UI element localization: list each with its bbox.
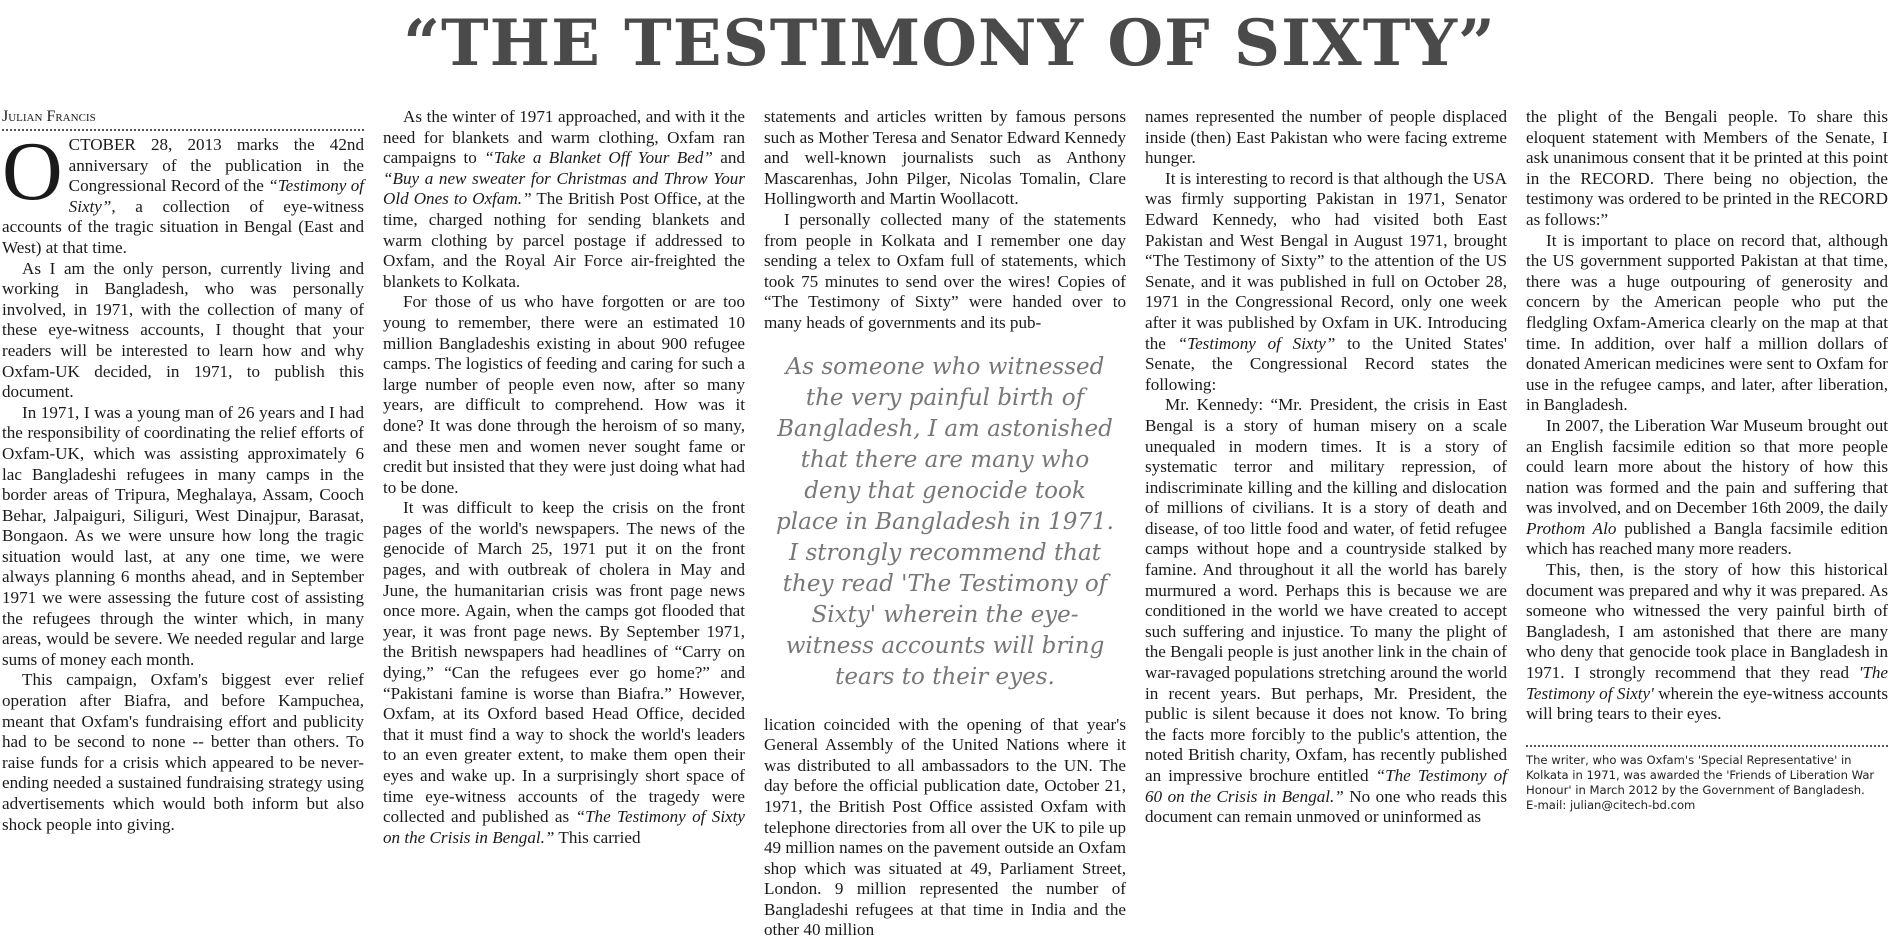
headline: “THE TESTIMONY OF SIXTY” [403, 6, 1496, 81]
paragraph: It was difficult to keep the crisis on the front pages of the world's newspapers. The news of the genocide of March 25, 1971 put it on the front pages, and with outbreak of cholera in May and June, the humanitarian crisis was front page news once more. Again, when the camps got flooded that year, it was front page news. By September 1971, the British newspapers had headlines of “Carry on dying,” “Can the refugees ever go home?” and “Pakistani famine is worse than Biafra.” However, Oxfam, at its Oxford based Head Office, decided that it must find a way to shock the world's leaders to an even greater extent, to make them open their eyes and wake up. In a surprisingly short space of time eye-witness accounts of the tragedy were collected and published as “The Testimony of Sixty on the Crisis in Bengal.” This carried [383, 498, 745, 847]
drop-cap: O [2, 125, 63, 218]
paragraph: This, then, is the story of how this historical document was prepared and why it was prepared. As someone who witnessed the very painful birth of Bangladesh, I am astonished that there are many who deny that genocide took place in Bangladesh in 1971. I strongly recommend that they read 'The Testimony of Sixty' wherein the eye-witness accounts will bring tears to their eyes. [1526, 560, 1889, 724]
paragraph: This campaign, Oxfam's biggest ever relief operation after Biafra, and before Kampuchea, meant that Oxfam's fundraising effort and publicity had to be second to none -- better than others. To raise funds for a crisis which appeared to be never-ending needed a sustained fundraising strategy using advertisements which would both inform but also shock people into giving. [2, 670, 364, 834]
paragraph: OCTOBER 28, 2013 marks the 42nd anniversary of the publication in the Congressional Record of the “Testimony of Sixty”, a collection of eye-witness accounts of the tragic situation in Bengal (East and West) at that time. [2, 125, 364, 257]
paragraph: I personally collected many of the statements from people in Kolkata and I remember one day sending a telex to Oxfam full of statements, which took 75 minutes to send over the wires! Copies of “The Testimony of Sixty” were handed over to many heads of governments and its pub- [764, 209, 1126, 332]
pull-quote: As someone who witnessed the very painful birth of Bangladesh, I am astonished that there are many who deny that genocide took place in Bangladesh in 1971. I strongly recommend that they read 'The Testimony of Sixty' wherein the eye-witness accounts will bring tears to their eyes. [776, 353, 1114, 690]
paragraph: the plight of the Bengali people. To share this eloquent statement with Members of the Senate, I ask unanimous consent that it be printed at this point in the RECORD. There being no objection, the testimony was ordered to be printed in the RECORD as follows:” [1526, 107, 1888, 229]
author-note [1526, 745, 1888, 813]
paragraph: lication coincided with the opening of that year's General Assembly of the United Nations where it was distributed to all ambassadors to the UN. The day before the official publication date, October 21, 1971, the British Post Office assisted Oxfam with telephone directories from all over the UK to pile up 49 million names on the pavement outside an Oxfam shop which was situated at 49, Parliament Street, London. 9 million represented the number of Bangladeshi refugees at that time in India and the other 40 million [764, 714, 1126, 940]
column-5 [1526, 107, 1888, 813]
paragraph: As the winter of 1971 approached, and with it the need for blankets and warm clothing, Oxfam ran campaigns to “Take a Blanket Off Your Bed” and “Buy a new sweater for Christmas and Throw Your Old Ones to Oxfam.” The British Post Office, at the time, charged nothing for sending blankets and warm clothing by parcel postage if addressed to Oxfam, and the Royal Air Force air-freighted the blankets to Kolkata. [383, 107, 745, 291]
byline: Julian Francis [2, 107, 364, 131]
paragraph: In 2007, the Liberation War Museum brought out an English facsimile edition so that more people could learn more about the history of how this nation was formed and the pain and suffering that was involved, and on December 16th 2009, the daily Prothom Alo published a Bangla facsimile edition which has reached many more readers. [1526, 415, 1888, 559]
author-note-text: The writer, who was Oxfam's 'Special Representative' in Kolkata in 1971, was awarded the 'Friends of Liberation War Honour' in March 2012 by the Government of Bangladesh. [1526, 752, 1875, 797]
column-3 [764, 107, 1126, 941]
column-1 [2, 107, 364, 835]
paragraph: names represented the number of people displaced inside (then) East Pakistan who were facing extreme hunger. [1145, 107, 1507, 168]
paragraph: It is interesting to record is that although the USA was firmly supporting Pakistan in 1971, Senator Edward Kennedy, who had visited both East Pakistan and West Bengal in August 1971, brought “The Testimony of Sixty” to the attention of the US Senate, and it was published in full on October 28, 1971 in the Congressional Record, only one week after it was published by Oxfam in UK. Introducing the “Testimony of Sixty” to the United States' Senate, the Congressional Record states the following: [1145, 168, 1507, 394]
paragraph: For those of us who have forgotten or are too young to remember, there were an estimated 10 million Bangladeshis existing in about 900 refugee camps. The logistics of feeding and caring for such a large number of people even now, after so many years, are difficult to comprehend. How was it done? It was done through the heroism of so many, and these men and women never sought fame or credit but insisted that they were just doing what had to be done. [383, 292, 745, 497]
paragraph: It is important to place on record that, although the US government supported Pakistan at that time, there was a huge outpouring of generosity and concern by the American people who put the fledgling Oxfam-America clearly on the map at that time. In addition, over half a million dollars of donated American medicines were sent to Oxfam for use in the refugee camps, and later, after liberation, in Bangladesh. [1526, 230, 1888, 415]
paragraph: In 1971, I was a young man of 26 years and I had the responsibility of coordinating the relief efforts of Oxfam-UK, which was assisting approximately 6 lac Bangladeshi refugees in many camps in the border areas of Tripura, Meghalaya, Assam, Cooch Behar, Jalpaiguri, Siliguri, West Dinajpur, Barasat, Bongaon. As we were unsure how long the tragic situation would last, at any one time, we were always planning 6 months ahead, and in September 1971 we were assessing the future cost of assisting the refugees through the winter which, in many areas, would be severe. We needed regular and large sums of money each month. [2, 402, 364, 669]
paragraph: statements and articles written by famous persons such as Mother Teresa and Senator Edward Kennedy and well-known journalists such as Anthony Mascarenhas, John Pilger, Nicolas Tomalin, Clare Hollingworth and Martin Woollacott. [764, 107, 1126, 209]
paragraph: As I am the only person, currently living and working in Bangladesh, who was personally involved, in 1971, with the collection of many of these eye-witness accounts, I thought that your readers will be interested to learn how and why Oxfam-UK decided, in 1971, to publish this document. [2, 258, 364, 402]
column-2 [383, 107, 745, 848]
column-4 [1145, 107, 1507, 828]
author-email: E-mail: julian@citech-bd.com [1526, 797, 1696, 812]
paragraph: Mr. Kennedy: “Mr. President, the crisis in East Bengal is a story of human misery on a scale unequaled in modern times. It is a story of systematic terror and military repression, of indiscriminate killing and the killing and dislocation of millions of civilians. It is a story of death and disease, of too little food and water, of fetid refugee camps without hope and a countryside stalked by famine. And throughout it all the world has barely murmured a word. Perhaps this is because we are conditioned in the world we have created to accept such suffering and injustice. To many the plight of the Bengali people is just another link in the chain of war-ravaged populations stretching around the world in recent years. But perhaps, Mr. President, the public is silent because it does not know. To bring the facts more forcibly to the public's attention, the noted British charity, Oxfam, has recently published an impressive brochure entitled “The Testimony of 60 on the Crisis in Bengal.” No one who reads this document can remain unmoved or uninformed as [1145, 395, 1507, 827]
